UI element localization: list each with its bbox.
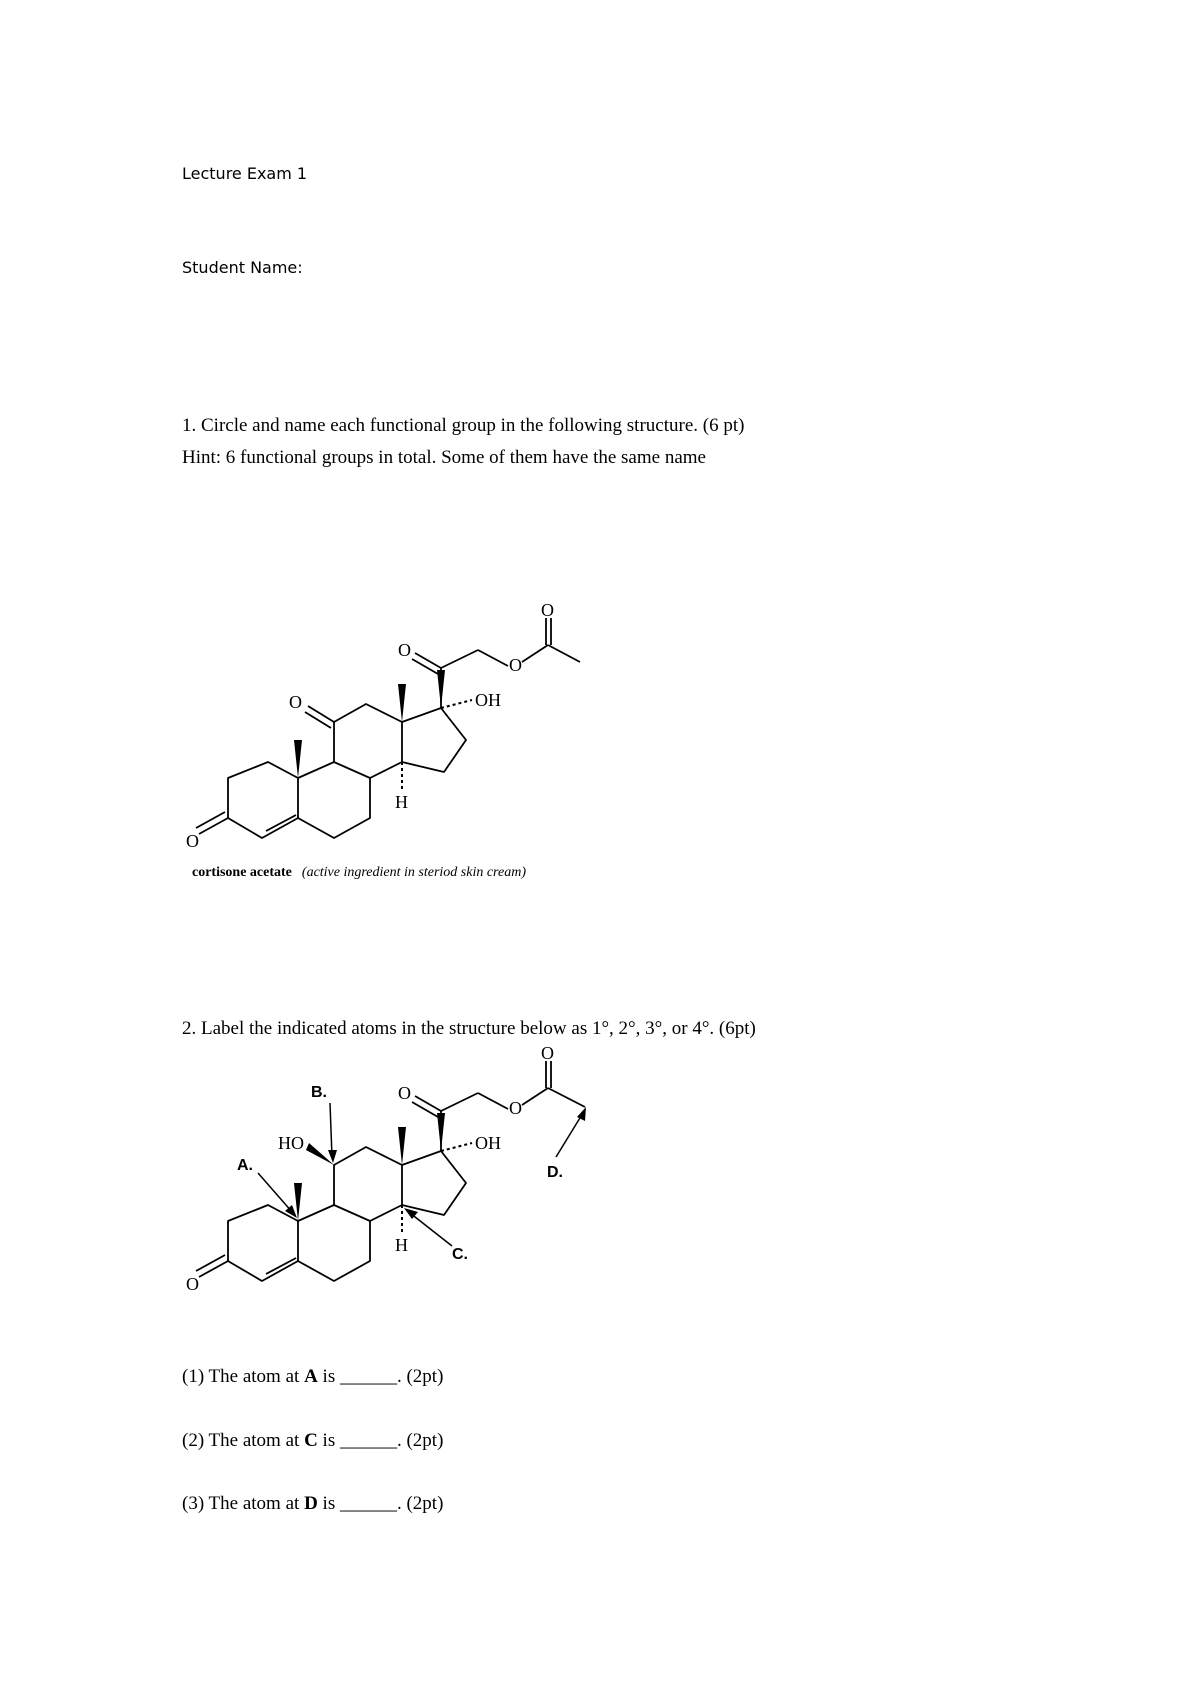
subquestion-3-letter: D xyxy=(304,1493,318,1514)
question-1-hint: Hint: 6 functional groups in total. Some of them have the same name xyxy=(182,447,706,468)
subquestion-2-post: is ______. (2pt) xyxy=(317,1430,444,1451)
subquestion-1-post: is ______. (2pt) xyxy=(317,1366,444,1387)
marker-b: B. xyxy=(311,1084,327,1101)
arrow-d-head xyxy=(577,1107,586,1121)
subquestion-1-letter: A xyxy=(304,1366,318,1387)
hydroxyl-hash-bond xyxy=(441,1143,472,1151)
atom-o: O xyxy=(186,1274,199,1294)
atom-oh: OH xyxy=(475,1133,501,1153)
atom-o: O xyxy=(541,600,554,620)
structure-2-bonds xyxy=(196,1061,585,1281)
subquestion-2-pre: (2) The atom at xyxy=(182,1430,305,1451)
side-chain-wedge xyxy=(437,1113,445,1151)
subquestion-2 xyxy=(182,1430,443,1452)
question-2-prompt: 2. Label the indicated atoms in the structure below as 1°, 2°, 3°, or 4°. (6pt) xyxy=(182,1018,756,1039)
atom-o: O xyxy=(289,692,302,712)
subquestion-3 xyxy=(182,1493,443,1515)
student-name-label: Student Name: xyxy=(182,258,303,277)
atom-o: O xyxy=(186,831,199,851)
atom-h: H xyxy=(395,1235,408,1255)
marker-a: A. xyxy=(237,1157,253,1174)
atom-o: O xyxy=(509,655,522,675)
methyl-wedge xyxy=(398,1127,406,1165)
question-1-number: 1. xyxy=(182,415,197,436)
subquestion-2-letter: C xyxy=(304,1430,318,1451)
subquestion-1-pre: (1) The atom at xyxy=(182,1366,305,1387)
marker-c: C. xyxy=(452,1246,468,1263)
atom-oh: OH xyxy=(475,690,501,710)
subquestion-3-pre: (3) The atom at xyxy=(182,1493,305,1514)
atom-o: O xyxy=(398,1083,411,1103)
atom-o: O xyxy=(541,1043,554,1063)
subquestion-3-post: is ______. (2pt) xyxy=(317,1493,444,1514)
question-1-text: Circle and name each functional group in the following structure. (6 pt) xyxy=(201,415,745,436)
exam-title: Lecture Exam 1 xyxy=(182,164,308,183)
caption-compound-name: cortisone acetate xyxy=(192,865,292,880)
subquestion-1 xyxy=(182,1366,443,1388)
atom-o: O xyxy=(509,1098,522,1118)
atom-h: H xyxy=(395,792,408,812)
caption-note: (active ingredient in steriod skin cream) xyxy=(301,865,526,880)
marker-arrows xyxy=(258,1103,583,1246)
atom-o: O xyxy=(398,640,411,660)
atom-ho: HO xyxy=(278,1133,304,1153)
marker-d: D. xyxy=(547,1164,563,1181)
